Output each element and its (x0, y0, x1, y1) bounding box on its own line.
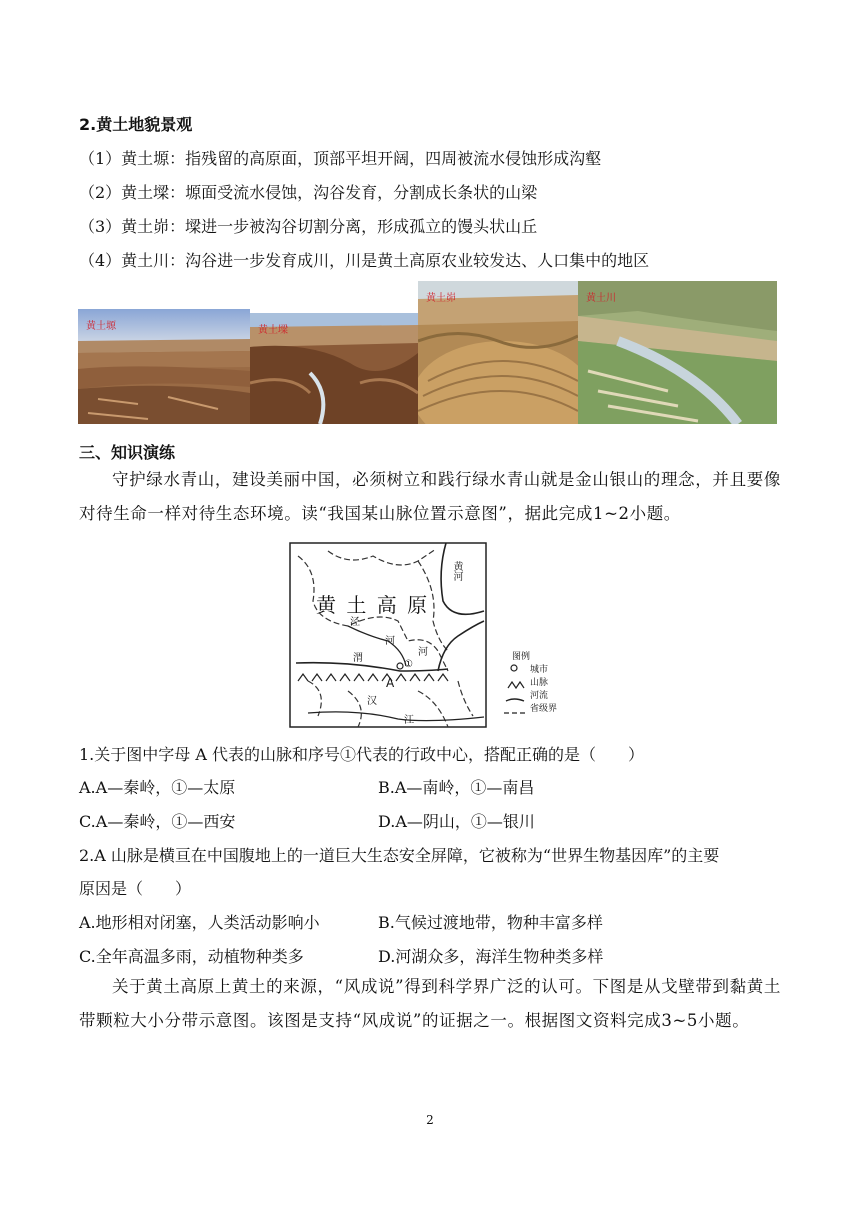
option-a: A.A—秦岭，①—太原 (79, 778, 236, 797)
question-stem: 1.关于图中字母 A 代表的山脉和序号①代表的行政中心，搭配正确的是（ ） (79, 745, 644, 764)
intro-paragraph: 守护绿水青山，建设美丽中国，必须树立和践行绿水青山就是金山银山的理念，并且要像对待生命一样对待生态环境。读“我国某山脉位置示意图”，据此完成1~2小题。 (79, 470, 781, 523)
photo-loess-hill (418, 281, 578, 424)
map-point-a: A (386, 676, 395, 690)
mountain-location-map (288, 541, 568, 731)
option-d: D.河湖众多，海洋生物种类多样 (378, 947, 604, 966)
river-label: 黄河 (451, 561, 462, 581)
map-legend (512, 651, 558, 716)
list-item: （1）黄土塬：指残留的高原面，顶部平坦开阔，四周被流水侵蚀形成沟壑 (79, 149, 602, 168)
option-a: A.地形相对闭塞，人类活动影响小 (79, 913, 320, 932)
option-b: B.A—南岭，①—南昌 (378, 778, 535, 797)
option-c: C.全年高温多雨，动植物种类多 (79, 947, 304, 966)
river-label: 泾 (350, 617, 360, 628)
legend-title: 图例 (512, 652, 531, 662)
option-c: C.A—秦岭，①—西安 (79, 812, 236, 831)
section-title: 三、知识演练 (79, 443, 176, 462)
section-title: 2.黄土地貌景观 (79, 115, 193, 134)
photo-label: 黄土墚 (258, 325, 288, 336)
photo-label: 黄土塬 (86, 321, 116, 332)
photo-loess-valley (578, 281, 777, 424)
map-city-marker: ① (404, 659, 413, 670)
question-stem-cont: 原因是（ ） (79, 879, 192, 898)
photo-loess-ridge (250, 313, 418, 424)
map-region-label: 黄 土 高 原 (316, 593, 430, 617)
question-stem: 2.A 山脉是横亘在中国腹地上的一道巨大生态安全屏障，它被称为“世界生物基因库”的主要 (79, 846, 720, 865)
river-label: 渭 (353, 653, 363, 664)
legend-item: 山脉 (530, 678, 549, 688)
photo-loess-tableland (78, 309, 250, 424)
legend-item: 城市 (530, 665, 549, 675)
list-item: （3）黄土峁：墚进一步被沟谷切割分离，形成孤立的馒头状山丘 (79, 217, 538, 236)
page-number: 2 (426, 1113, 434, 1127)
legend-item: 河流 (530, 691, 549, 701)
list-item: （2）黄土墚：塬面受流水侵蚀，沟谷发育，分割成长条状的山梁 (79, 183, 538, 202)
option-d: D.A—阴山，①—银川 (378, 812, 535, 831)
river-label: 汉 (367, 696, 377, 707)
photo-label: 黄土川 (586, 293, 616, 304)
option-b: B.气候过渡地带，物种丰富多样 (378, 913, 603, 932)
question-context-paragraph: 关于黄土高原上黄土的来源，“风成说”得到科学界广泛的认可。下图是从戈壁带到黏黄土带颗粒大小分带示意图。该图是支持“风成说”的证据之一。根据图文资料完成3~5小题。 (79, 977, 781, 1030)
river-label: 江 (404, 715, 414, 726)
river-label: 河 (418, 647, 428, 658)
river-label: 河 (385, 636, 395, 647)
photo-label: 黄土峁 (426, 293, 456, 304)
legend-item: 省级界 (530, 704, 558, 714)
list-item: （4）黄土川：沟谷进一步发育成川，川是黄土高原农业较发达、人口集中的地区 (79, 251, 650, 270)
